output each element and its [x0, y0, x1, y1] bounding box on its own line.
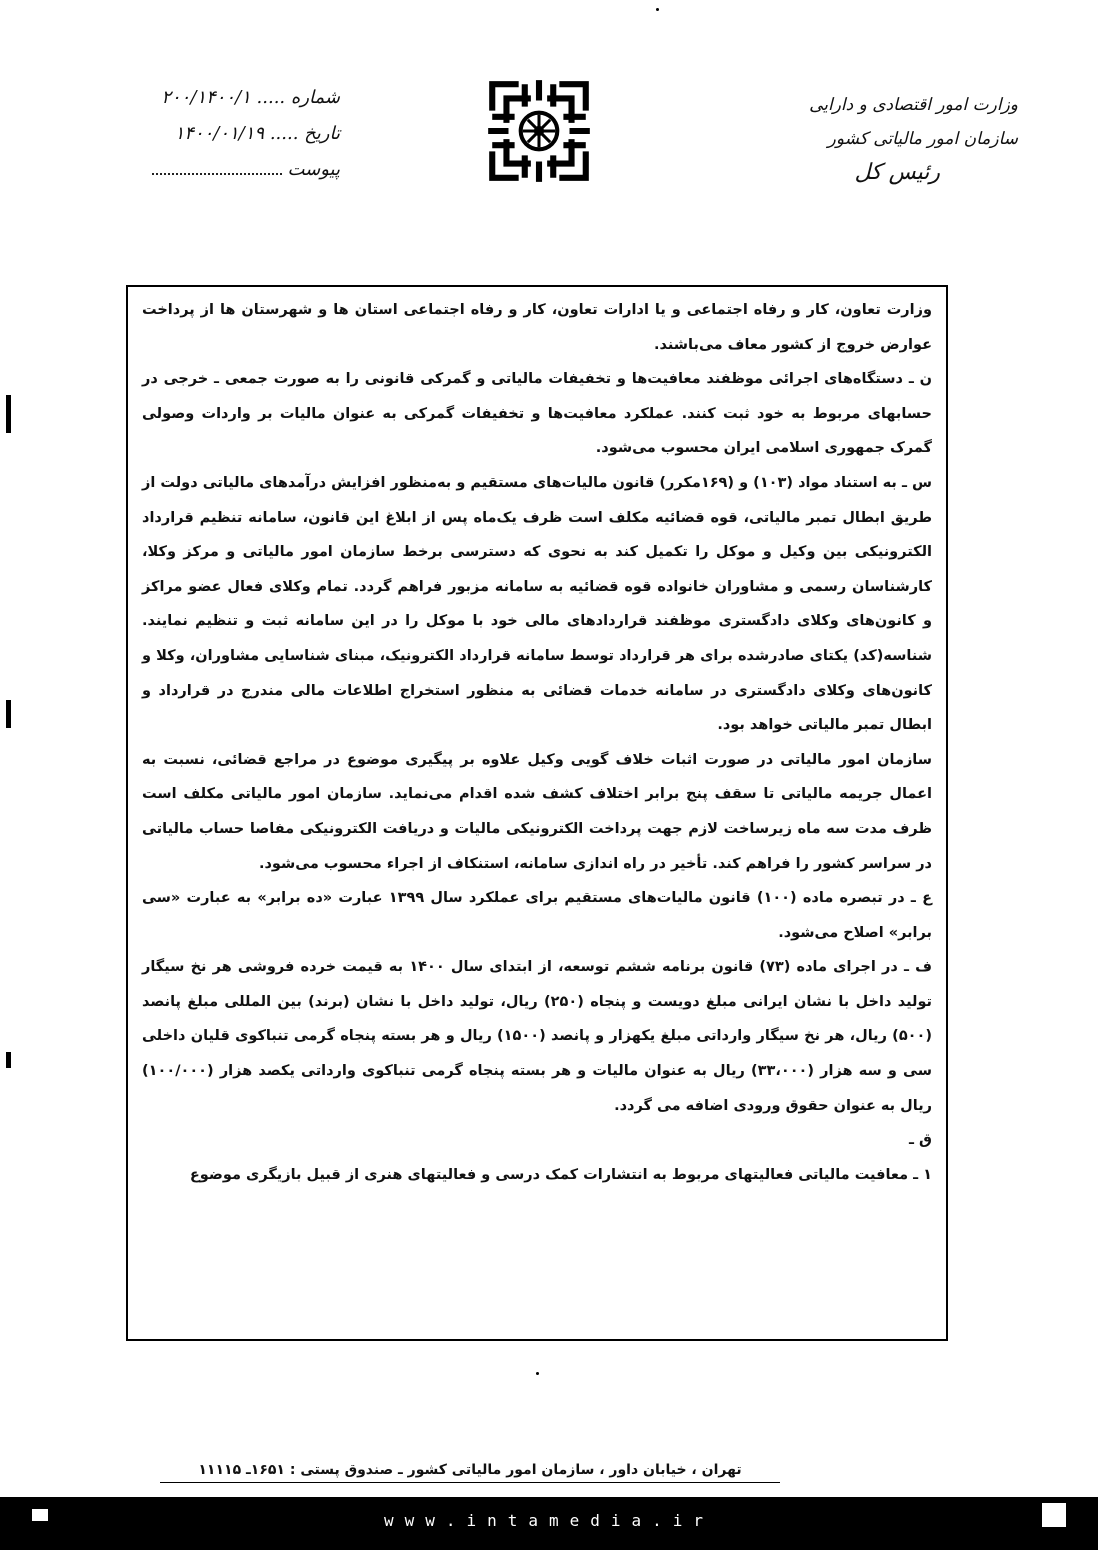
letter-attachment-row	[100, 152, 340, 188]
body-paragraph: ق ـ	[909, 1132, 932, 1149]
letter-date-row: تاریخ ..... ۱۴۰۰/۰۱/۱۹	[174, 123, 340, 144]
body-paragraph: وزارت تعاون، کار و رفاه اجتماعی و یا ادارات تعاون، کار و رفاه اجتماعی استان ها و شهرستان ها از پرداخت عوارض خروج از کشور معاف می‌باشند.	[142, 302, 932, 353]
number-label: شماره	[290, 87, 340, 108]
footer-address: تهران ، خیابان داور ، سازمان امور مالیاتی کشور ـ صندوق پستی : ۱۶۵۱ـ ۱۱۱۱۵	[160, 1462, 780, 1483]
corner-mark-icon	[1042, 1503, 1066, 1527]
scan-dot	[536, 1372, 539, 1375]
body-paragraph: سازمان امور مالیاتی در صورت اثبات خلاف گویی وکیل علاوه بر پیگیری موضوع در مراجع قضائی، نسبت به اعمال جریمه مالیاتی تا سقف پنج برابر اختلاف کشف شده اقدام می‌نماید. سازمان امور مالیاتی مکلف است ظرف مدت سه ماه زیرساخت لازم جهت پرداخت الکترونیکی مالیات و دریافت الکترونیکی مفاصا حساب مالیاتی در سراسر کشور را فراهم کند. تأخیر در راه اندازی سامانه، استنکاف از اجراء محسوب می‌شود.	[142, 751, 932, 872]
website-link[interactable]: www.intamedia.ir	[383, 1511, 715, 1530]
number-value: ۲۰۰/۱۴۰۰/۱	[161, 87, 251, 108]
footer-bar	[0, 1497, 1098, 1550]
letterhead-organization	[758, 88, 1018, 190]
scan-dot	[656, 8, 659, 11]
scan-edge-mark	[6, 1052, 11, 1068]
letter-body	[142, 293, 932, 1192]
body-paragraph: س ـ به استناد مواد (۱۰۳) و (۱۶۹مکرر) قانون مالیات‌های مستقیم و به‌منظور افزایش درآمدهای مالیاتی دولت از طریق ابطال تمبر مالیاتی، قوه قضائیه مکلف است ظرف یک‌ماه پس از ابلاغ این قانون، سامانه تنظیم قرارداد الکترونیکی بین وکیل و موکل را تکمیل کند به نحوی که دسترسی برخط سازمان امور مالیاتی و مرکز وکلا، کارشناسان رسمی و مشاوران خانواده قوه قضائیه به سامانه مزبور فراهم گردد. تمام وکلای فعال عضو مراکز و کانون‌های وکلای دادگستری موظفند قراردادهای مالی خود با موکل را در این سامانه ثبت و تنظیم نمایند. شناسه(کد) یکتای صادرشده برای هر قرارداد توسط سامانه قرارداد الکترونیک، مبنای شناسایی مشاوران، وکلا و کانون‌های وکلای دادگستری در سامانه خدمات قضائی به منظور استخراج اطلاعات مالی مندرج در قرارداد و ابطال تمبر مالیاتی خواهد بود.	[142, 474, 932, 734]
letter-reference	[100, 80, 340, 188]
organization-name: سازمان امور مالیاتی کشور	[827, 129, 1018, 149]
attachment-label: پیوست	[287, 159, 340, 180]
date-label: تاریخ	[304, 123, 340, 144]
body-paragraph: ۱ ـ معافیت مالیاتی فعالیتهای مربوط به انتشارات کمک درسی و فعالیتهای هنری از قبیل بازیگری موضوع	[189, 1166, 932, 1183]
scan-edge-mark	[6, 700, 11, 728]
body-paragraph: ف ـ در اجرای ماده (۷۳) قانون برنامه ششم توسعه، از ابتدای سال ۱۴۰۰ به قیمت خرده فروشی هر نخ سیگار تولید داخل با نشان ایرانی مبلغ دویست و پنجاه (۲۵۰) ریال، تولید داخل با نشان (برند) بین المللی مبلغ پانصد (۵۰۰) ریال، هر نخ سیگار وارداتی مبلغ یکهزار و پانصد (۱۵۰۰) ریال و هر بسته پنجاه گرمی تنباکوی قلیان داخلی سی و سه هزار (۳۳،۰۰۰) ریال به عنوان مالیات و هر بسته پنجاه گرمی تنباکوی وارداتی یکصد هزار (۱۰۰/۰۰۰) ریال به عنوان حقوق ورودی اضافه می گردد.	[142, 959, 933, 1114]
body-paragraph: ع ـ در تبصره ماده (۱۰۰) قانون مالیات‌های مستقیم برای عملکرد سال ۱۳۹۹ عبارت «ده برابر» به عبارت «سی برابر» اصلاح می‌شود.	[142, 890, 932, 941]
organization-emblem-icon	[478, 70, 600, 192]
scan-edge-mark	[6, 395, 11, 433]
attachment-dots	[152, 159, 282, 175]
ministry-name: وزارت امور اقتصادی و دارایی	[809, 95, 1018, 115]
date-value: ۱۴۰۰/۰۱/۱۹	[174, 123, 265, 144]
letter-body-frame	[126, 285, 948, 1341]
chief-title: رئیس کل	[854, 160, 940, 185]
body-paragraph: ن ـ دستگاه‌های اجرائی موظفند معافیت‌ها و تخفیفات مالیاتی و گمرکی قانونی را به صورت جمعی ـ خرجی در حسابهای مربوط به خود ثبت کنند. عملکرد معافیت‌ها و تخفیفات گمرکی به عنوان مالیات بر واردات وصولی گمرک جمهوری اسلامی ایران محسوب می‌شود.	[142, 371, 932, 457]
letter-number-row: شماره ..... ۲۰۰/۱۴۰۰/۱	[161, 87, 340, 108]
